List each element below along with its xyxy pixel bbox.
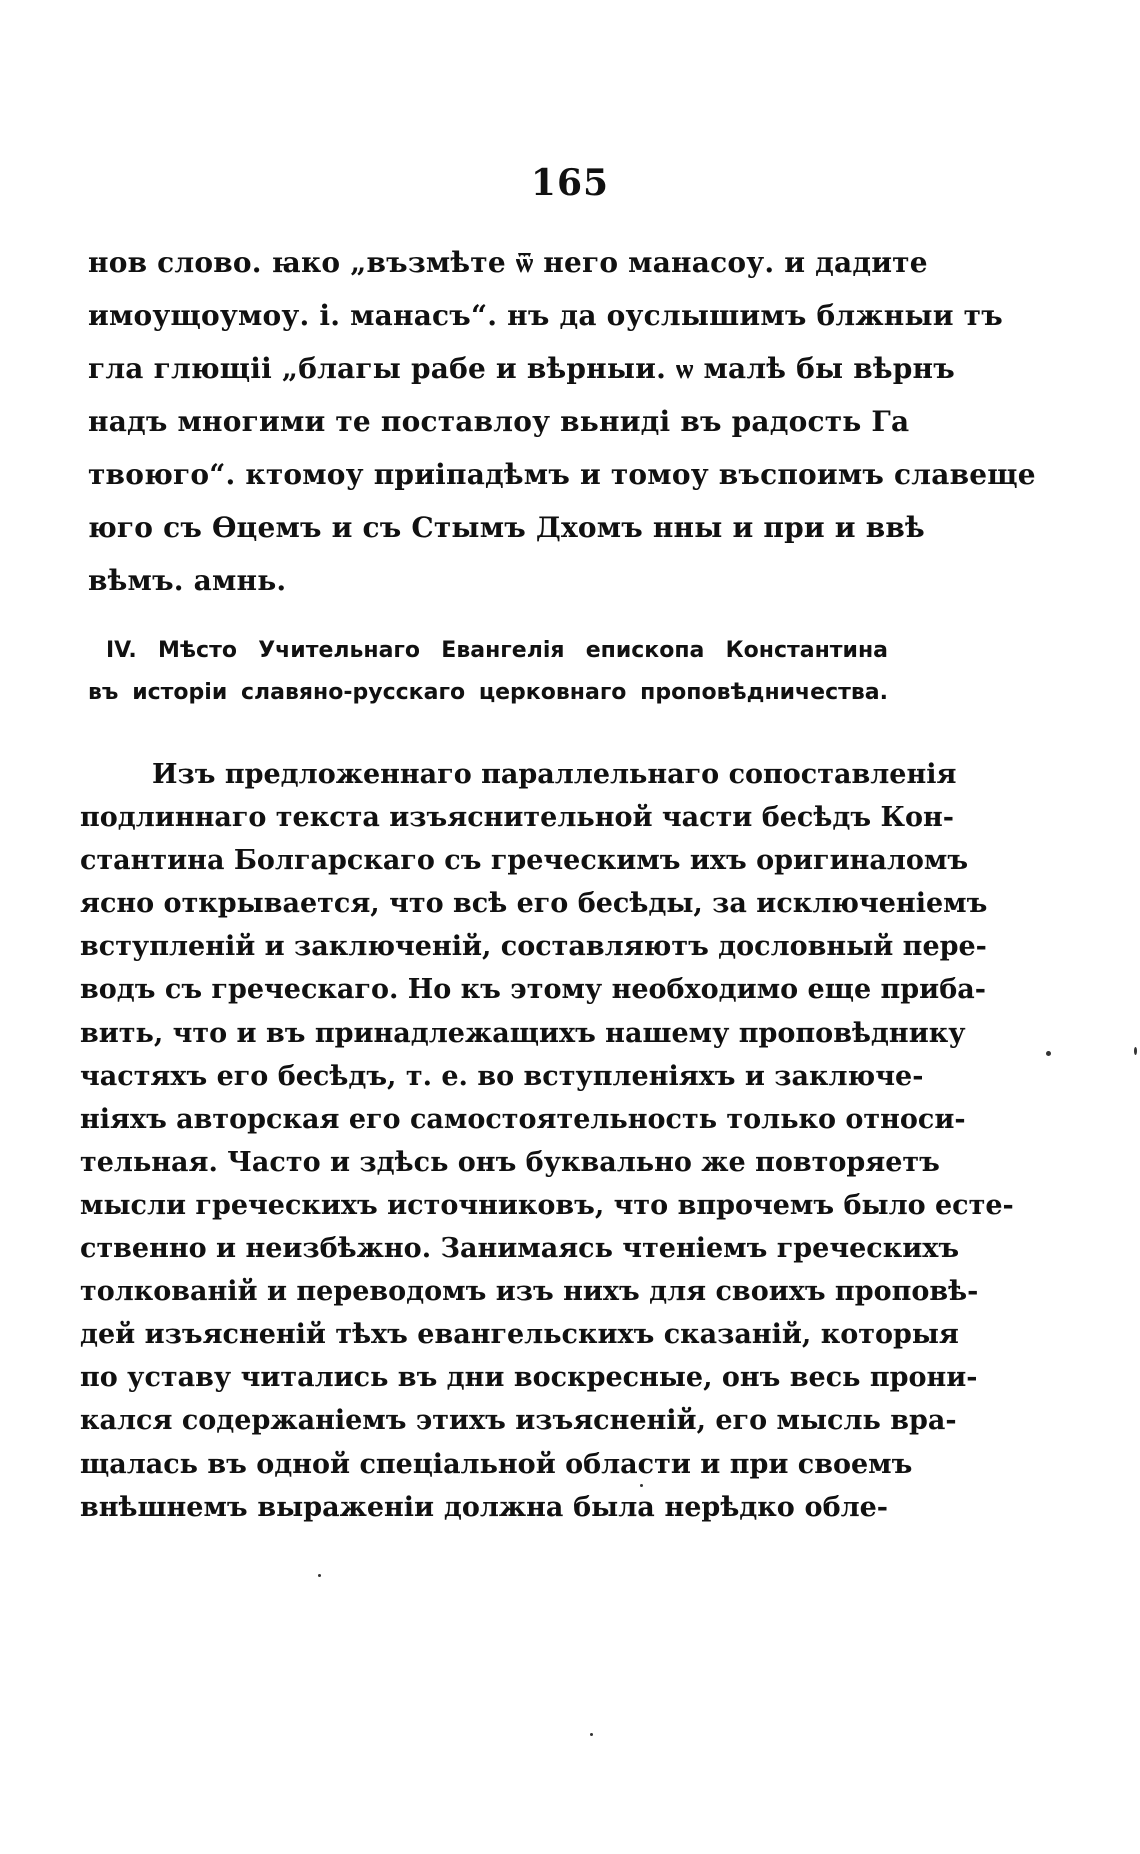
scan-speck <box>1134 1047 1137 1055</box>
page-number: 165 <box>530 162 610 204</box>
text-line: гла глющіі „благы рабе и вѣрныи. ѡ малѣ бы вѣрнъ <box>88 352 955 385</box>
text-line: тельная. Часто и здѣсь онъ буквально же повторяетъ <box>80 1146 940 1178</box>
text-line: водъ съ греческаго. Но къ этому необходимо еще приба- <box>80 974 986 1006</box>
text-line: твоюго“. ктомоу приіпадѣмъ и томоу въспоимъ славеще <box>88 458 1036 491</box>
text-line: дей изъясненій тѣхъ евангельскихъ сказаній, которыя <box>80 1319 959 1351</box>
text-line: вѣмъ. амнь. <box>88 564 287 597</box>
section-heading <box>88 636 888 720</box>
text-line: толкованій и переводомъ изъ нихъ для своихъ проповѣ- <box>80 1276 979 1308</box>
church-slavonic-passage <box>88 245 1036 616</box>
text-line: вить, что и въ принадлежащихъ нашему проповѣднику <box>80 1017 966 1049</box>
text-line: ясно открывается, что всѣ его бесѣды, за исключеніемъ <box>80 888 988 920</box>
text-line: кался содержаніемъ этихъ изъясненій, его мысль вра- <box>80 1405 957 1437</box>
body-paragraph <box>80 757 1014 1533</box>
text-line: ніяхъ авторская его самостоятельность только относи- <box>80 1103 966 1135</box>
text-line: надъ многими те поставлоу вьниді въ радость Гa <box>88 405 910 438</box>
text-line: ственно и неизбѣжно. Занимаясь чтеніемъ греческихъ <box>80 1233 960 1265</box>
text-line: подлиннаго текста изъяснительной части бесѣдъ Кон- <box>80 802 954 834</box>
scan-speck <box>1046 1051 1051 1056</box>
text-line: Изъ предложеннаго параллельнаго сопоставленія <box>152 759 957 790</box>
text-line: юго съ Ѳцемъ и съ Стымъ Дхомъ нны и при и ввѣ <box>88 511 925 544</box>
scan-speck <box>318 1574 321 1577</box>
scan-speck <box>590 1733 593 1736</box>
text-line: щалась въ одной спеціальной области и при своемъ <box>80 1448 913 1480</box>
text-line: по уставу читались въ дни воскресные, онъ весь прони- <box>80 1362 978 1394</box>
heading-line: IV. Мѣсто Учительнаго Евангелія епископа Константина <box>106 638 888 663</box>
text-line: частяхъ его бесѣдъ, т. е. во вступленіяхъ и заключе- <box>80 1060 924 1092</box>
scan-speck <box>640 1484 643 1487</box>
text-line: внѣшнемъ выраженіи должна была нерѣдко обле- <box>80 1491 888 1523</box>
heading-line: въ исторіи славяно-русскаго церковнаго проповѣдничества. <box>88 680 888 705</box>
text-line: вступленій и заключеній, составляютъ дословный пере- <box>80 931 987 963</box>
text-line: нов слово. ꙗко „възмѣте ѿ него манасоу. и дадите <box>88 246 928 279</box>
text-line: мысли греческихъ источниковъ, что впрочемъ было есте- <box>80 1189 1014 1221</box>
text-line: имоущоумоу. і. манасъ“. нъ да оуслышимъ блжныи тъ <box>88 299 1003 332</box>
text-line: стантина Болгарскаго съ греческимъ ихъ оригиналомъ <box>80 845 969 877</box>
